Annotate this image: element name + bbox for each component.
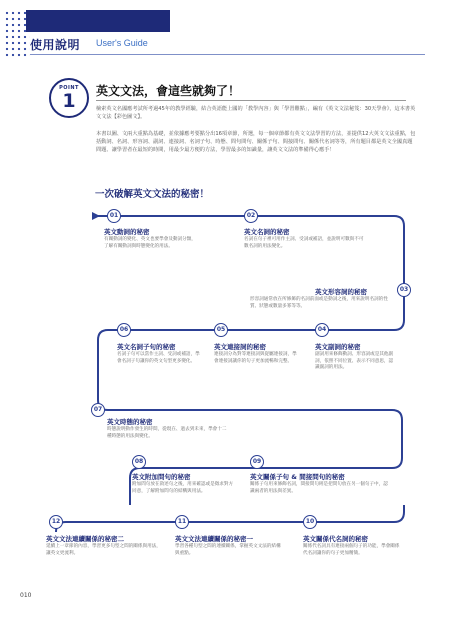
item-10-title: 英文關係代名詞的秘密 [303,535,368,543]
item-07-title: 英文時態的秘密 [107,418,153,426]
item-01-node: 01 [107,209,121,223]
page-subtitle: User's Guide [96,38,148,48]
point-label: POINT [59,85,79,91]
item-02-desc: 名詞在句子裡可用作主詞、受詞或補語，並說明可數與不可數名詞的用法變化。 [244,237,364,249]
item-11-title: 英文文法連續關係的秘密一 [175,535,253,543]
page-number: 010 [20,592,32,599]
item-07-node: 07 [91,403,105,417]
item-09-title: 英文關係子句 & 間接問句的秘密 [250,473,345,481]
item-04-title: 英文副詞的秘密 [315,343,361,351]
guide-title: 一次破解英文文法的秘密！ [95,189,210,200]
item-09-desc: 關係子句用來修飾名詞，間接問句則是把問句放在另一個句子中，認識兩者的用法與差異。 [250,482,388,494]
item-06-title: 英文名詞子句的秘密 [117,343,176,351]
item-08-desc: 附加問句放在敘述句之後，用來確認或是徵求對方同意，了解附加問句的結構與用法。 [132,482,234,494]
page-title: 使用說明 [30,38,81,52]
item-08-title: 英文附加問句的秘密 [132,473,191,481]
section-title: 英文文法，會這些就夠了！ [96,84,241,98]
item-02-node: 02 [244,209,258,223]
item-06-node: 06 [117,323,131,337]
item-09-node: 09 [250,455,264,469]
item-01-desc: 有關動詞的變化、英文也要學會及動詞分類，了解有關動詞與時態變化的用法。 [104,237,196,249]
intro-paragraph-2: 本書以圖、文兩大重點為基礎，並依據應考要點分出16項章節，所選，每一個章節都有英文文法學習的方法，並提供12大英文文法重點，包括動詞、名詞、形容詞、副詞、連接詞、名詞子句、時態、問句問句、關係子句、間接問句、關係代名詞等等，所有題目都是英文全國真題問題、讓學習者在最短的時間，用最少最方便的方法，學習最多的知識量，讓英文文法的準備得心應手！ [96,131,416,153]
item-12-node: 12 [49,515,63,529]
item-08-node: 08 [132,455,146,469]
item-11-node: 11 [175,515,189,529]
item-07-desc: 時態說明動作發生的時間，從現在、過去到未來，學會十二種時態的用法與變化。 [107,427,227,439]
item-10-node: 10 [303,515,317,529]
intro-paragraph-1: 檢索英文名國應考試所考過45年的教學經驗，結合英語能上國的「教學內容」與「學習難點」，編有《英文文法秘笈：30天學會》，這本書英文文法【彩色圖文】。 [96,106,416,120]
item-12-desc: 延續上一章節的內容，學習更多句型之間的關係與用法，讓英文更流利。 [46,544,161,556]
item-05-desc: 連接詞分為對等連接詞與從屬連接詞，學會連接詞讓你的句子更加流暢和完整。 [214,352,297,364]
roadmap-start-arrow [92,212,100,220]
item-10-desc: 關係代名詞具有連接兩個句子的功能，學會關係代名詞讓你的句子更加精簡。 [303,544,400,556]
item-01-title: 英文動詞的秘密 [104,228,150,236]
item-05-node: 05 [214,323,228,337]
item-12-title: 英文文法連續關係的秘密二 [46,535,124,543]
item-03-node: 03 [397,283,411,297]
item-04-node: 04 [315,323,329,337]
item-05-title: 英文連接詞的秘密 [214,343,266,351]
item-02-title: 英文名詞的秘密 [244,228,290,236]
item-04-desc: 副詞用來修飾動詞、形容詞或是其他副詞，依照不同位置、表示不同意思，認識副詞的用法。 [315,352,394,371]
point-number: 1 [62,90,76,112]
item-03-title: 英文形容詞的秘密 [315,288,367,296]
item-03-desc: 形容詞通常放在所修飾的名詞前面或是動詞之後，用來說明名詞的性質、狀態或數量多寡等等。 [250,297,388,309]
item-11-desc: 學習各種句型之間的連續關係，掌握英文文法的結構與重點。 [175,544,281,556]
item-06-desc: 名詞子句可以當作主詞、受詞或補語，學會名詞子句讓你的英文句型更多變化。 [117,352,200,364]
